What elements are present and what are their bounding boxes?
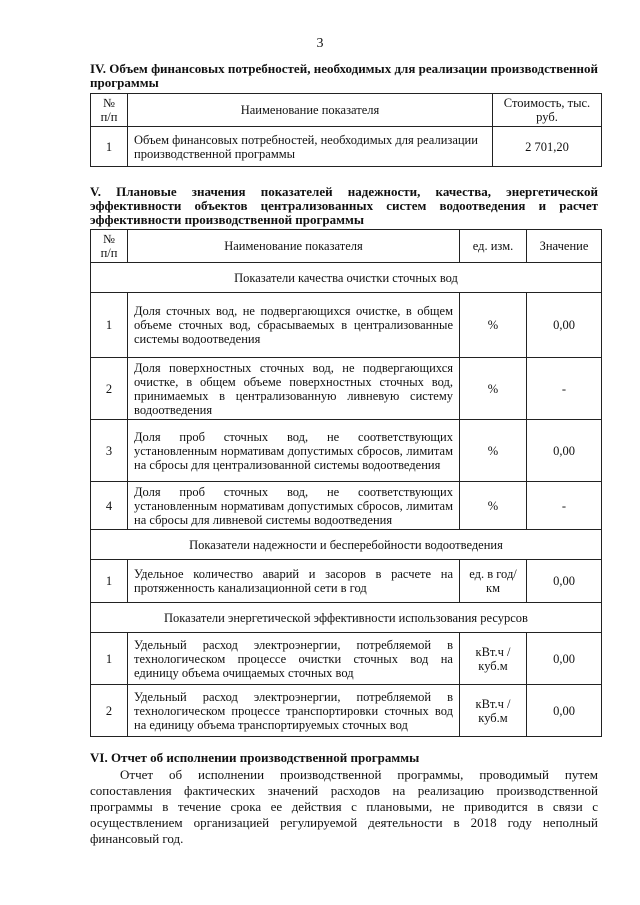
row-value: - [527,358,602,420]
row-value: 0,00 [527,293,602,358]
row-unit: кВт.ч / куб.м [460,633,527,685]
row-num: 1 [91,293,128,358]
row-name: Удельный расход электроэнергии, потребляемой в технологическом процессе транспортировки сточных вод на единицу объема транспортируемых сточных вод [128,685,460,737]
row-unit: % [460,358,527,420]
group-header-reliability [91,530,602,560]
indicators-table [90,229,602,737]
row-name: Доля сточных вод, не подвергающихся очистке, в общем объеме сточных вод, сбрасываемых в централизованные системы водоотведения [128,293,460,358]
header-name: Наименование показателя [128,230,460,263]
table-row [91,685,602,737]
row-num: 1 [91,560,128,603]
row-unit: % [460,420,527,482]
table-row [91,420,602,482]
row-value: 0,00 [527,560,602,603]
section-5-heading: V. Плановые значения показателей надежности, качества, энергетической эффективности объектов централизованных систем водоотведения и расчет эффективности производственной программы [90,184,598,227]
header-cost: Стоимость, тыс. руб. [493,94,602,127]
header-name: Наименование показателя [128,94,493,127]
row-name: Доля проб сточных вод, не соответствующих установленным нормативам допустимых сбросов, лимитам на сбросы для ливневой системы водоотведения [128,482,460,530]
group-header-quality [91,263,602,293]
row-name: Удельный расход электроэнергии, потребляемой в технологическом процессе очистки сточных вод на единицу объема очищаемых сточных вод [128,633,460,685]
row-num: 2 [91,685,128,737]
table-header-row [91,230,602,263]
row-unit: ед. в год/ км [460,560,527,603]
row-num: 1 [91,127,128,167]
row-value: 2 701,20 [493,127,602,167]
table-header-row [91,94,602,127]
section-6-body: Отчет об исполнении производственной программы, проводимый путем сопоставления фактических значений расходов на реализацию производственной программы в течение срока ее действия с плановыми, не приводится в связи с осуществлением организацией регулируемой деятельности в 2018 году неполный финансовый год. [90,767,598,846]
row-num: 3 [91,420,128,482]
row-num: 1 [91,633,128,685]
row-name: Доля проб сточных вод, не соответствующих установленным нормативам допустимых сбросов, лимитам на сбросы для централизованной системы водоотведения [128,420,460,482]
table-row [91,633,602,685]
financial-needs-table [90,93,602,167]
header-value: Значение [527,230,602,263]
row-unit: кВт.ч / куб.м [460,685,527,737]
row-name: Объем финансовых потребностей, необходимых для реализации производственной программы [128,127,493,167]
header-num: № п/п [91,94,128,127]
row-unit: % [460,293,527,358]
section-4-heading: IV. Объем финансовых потребностей, необходимых для реализации производственной программы [90,61,598,90]
table-row [91,127,602,167]
row-unit: % [460,482,527,530]
group-title: Показатели надежности и бесперебойности водоотведения [91,530,602,560]
row-num: 2 [91,358,128,420]
page-number: 3 [316,36,324,51]
header-unit: ед. изм. [460,230,527,263]
row-name: Удельное количество аварий и засоров в расчете на протяженность канализационной сети в год [128,560,460,603]
row-value: - [527,482,602,530]
row-value: 0,00 [527,685,602,737]
group-title: Показатели качества очистки сточных вод [91,263,602,293]
section-6-heading: VI. Отчет об исполнении производственной программы [90,750,420,765]
header-num: № п/п [91,230,128,263]
row-value: 0,00 [527,420,602,482]
table-row [91,482,602,530]
row-value: 0,00 [527,633,602,685]
row-name: Доля поверхностных сточных вод, не подвергающихся очистке, в общем объеме поверхностных сточных вод, принимаемых в централизованную ливневую систему водоотведения [128,358,460,420]
row-num: 4 [91,482,128,530]
group-header-energy [91,603,602,633]
table-row [91,293,602,358]
group-title: Показатели энергетической эффективности использования ресурсов [91,603,602,633]
table-row [91,560,602,603]
table-row [91,358,602,420]
